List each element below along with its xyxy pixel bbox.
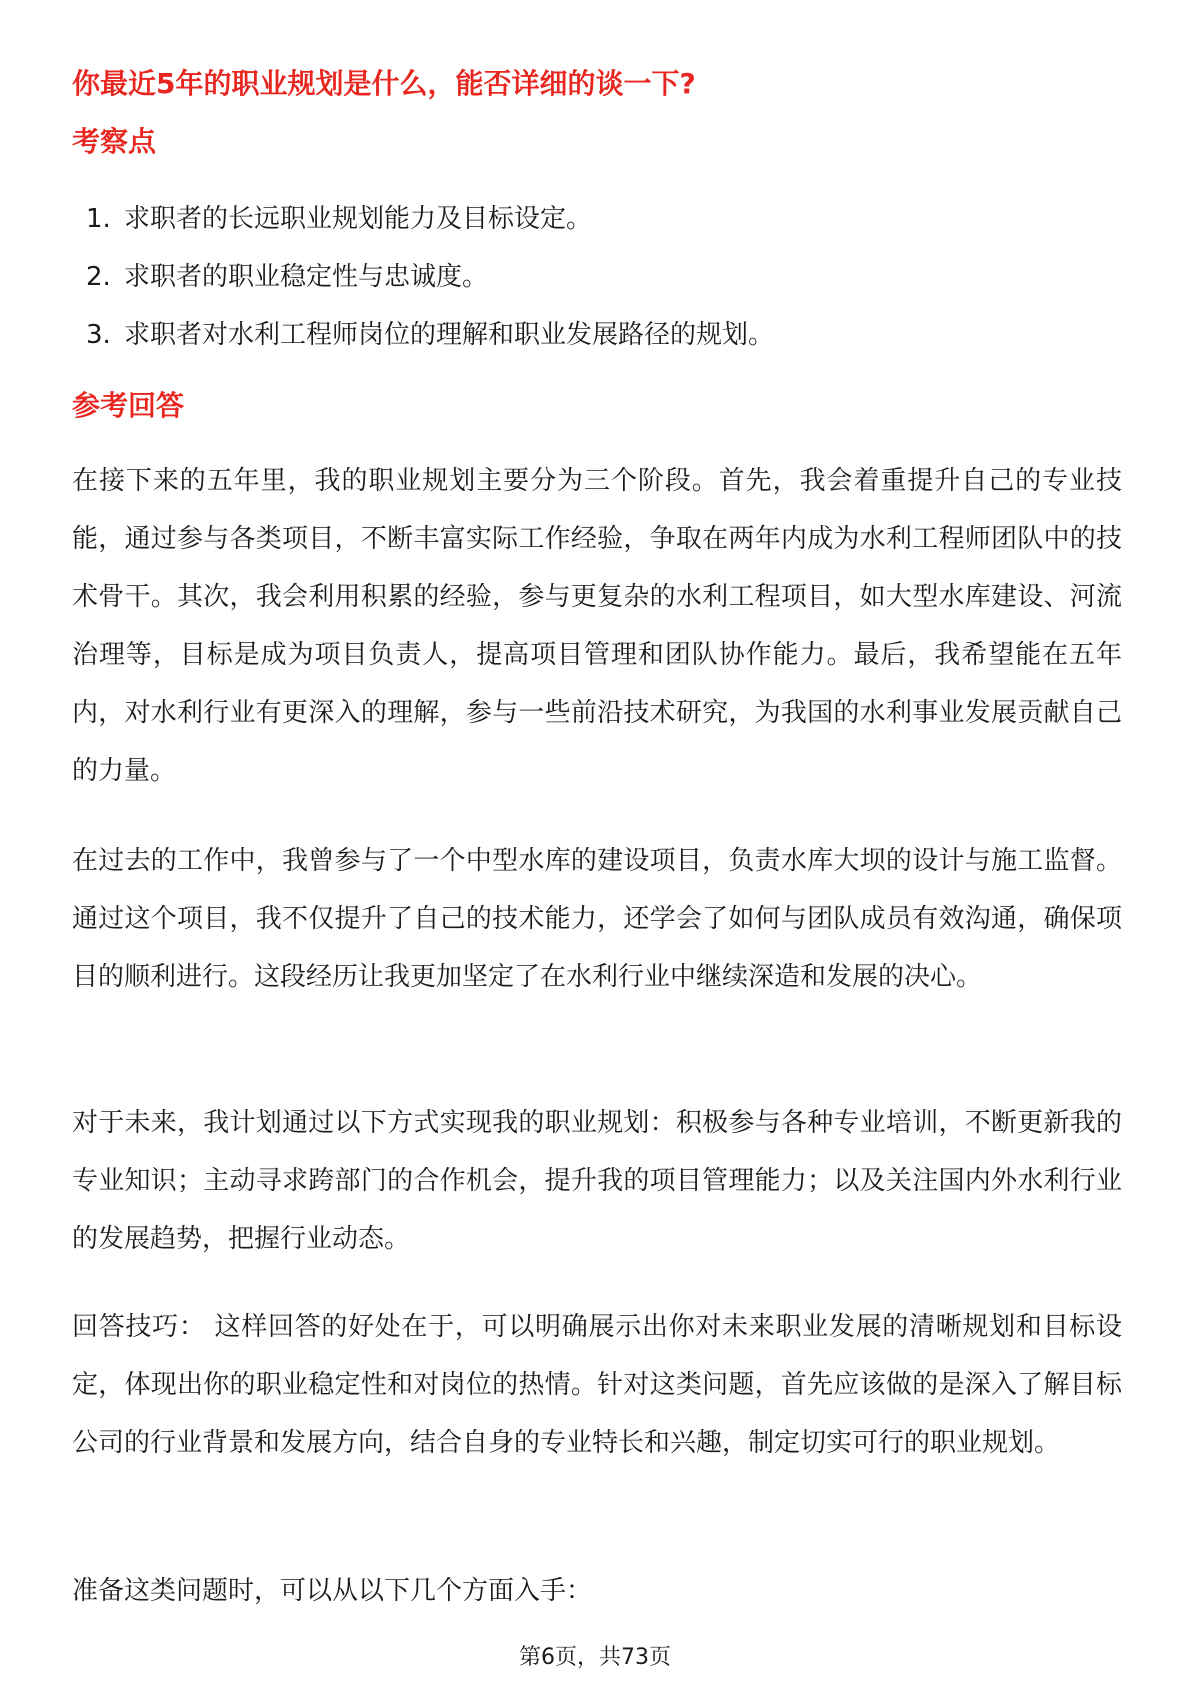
points-list bbox=[86, 190, 774, 364]
answer-paragraph-future: 对于未来，我计划通过以下方式实现我的职业规划：积极参与各种专业培训，不断更新我的专业知识；主动寻求跨部门的合作机会，提升我的项目管理能力；以及关注国内外水利行业的发展趋势，把握行业动态。 bbox=[72, 1108, 1122, 1254]
list-item-text: 求职者对水利工程师岗位的理解和职业发展路径的规划。 bbox=[124, 320, 775, 350]
preparation-paragraph: 准备这类问题时，可以从以下几个方面入手： bbox=[72, 1576, 593, 1606]
list-item-text: 求职者的长远职业规划能力及目标设定。 bbox=[124, 204, 593, 234]
answer-section-title: 参考回答 bbox=[72, 389, 185, 422]
answer-paragraph-experience: 在过去的工作中，我曾参与了一个中型水库的建设项目，负责水库大坝的设计与施工监督。通过这个项目，我不仅提升了自己的技术能力，还学会了如何与团队成员有效沟通，确保项目的顺利进行。这段经历让我更加坚定了在水利行业中继续深造和发展的决心。 bbox=[72, 846, 1122, 992]
list-item-number: 1. bbox=[86, 204, 111, 234]
answer-paragraph-plan: 在接下来的五年里，我的职业规划主要分为三个阶段。首先，我会着重提升自己的专业技能，通过参与各类项目，不断丰富实际工作经验，争取在两年内成为水利工程师团队中的技术骨干。其次，我会利用积累的经验，参与更复杂的水利工程项目，如大型水库建设、河流治理等，目标是成为项目负责人，提高项目管理和团队协作能力。最后，我希望能在五年内，对水利行业有更深入的理解，参与一些前沿技术研究，为我国的水利事业发展贡献自己的力量。 bbox=[72, 466, 1122, 786]
list-item bbox=[86, 248, 774, 306]
points-section-title: 考察点 bbox=[72, 125, 157, 158]
question-heading: 你最近5年的职业规划是什么，能否详细的谈一下? bbox=[72, 67, 696, 100]
list-item-number: 3. bbox=[86, 320, 111, 350]
page-number-footer: 第6页，共73页 bbox=[519, 1645, 671, 1670]
answer-tips-paragraph: 回答技巧： 这样回答的好处在于，可以明确展示出你对未来职业发展的清晰规划和目标设定，体现出你的职业稳定性和对岗位的热情。针对这类问题，首先应该做的是深入了解目标公司的行业背景和发展方向，结合自身的专业特长和兴趣，制定切实可行的职业规划。 bbox=[72, 1312, 1122, 1458]
list-item bbox=[86, 306, 774, 364]
list-item bbox=[86, 190, 774, 248]
list-item-number: 2. bbox=[86, 262, 111, 292]
list-item-text: 求职者的职业稳定性与忠诚度。 bbox=[124, 262, 489, 292]
